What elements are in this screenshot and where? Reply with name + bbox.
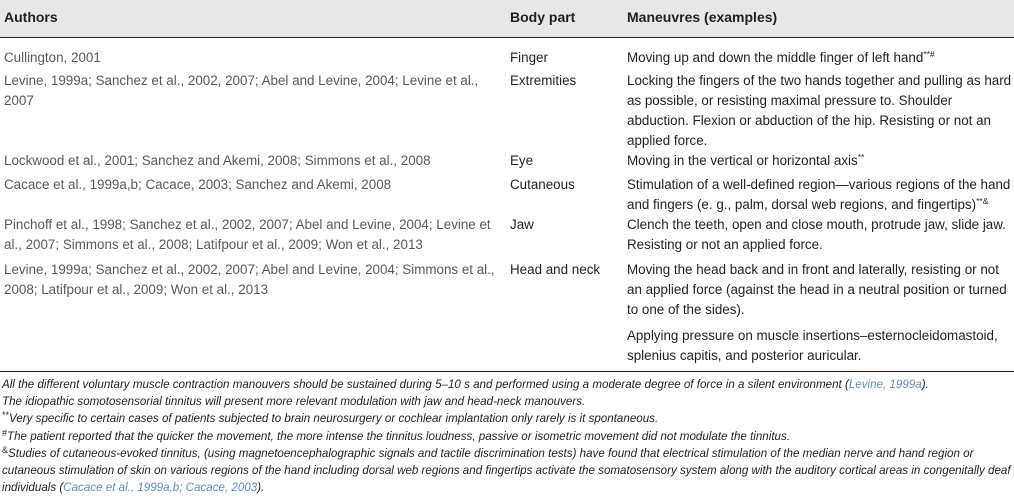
row-maneuvres — [627, 175, 1014, 215]
row-authors: Pinchoff et al., 1998; Sanchez et al., 2002, 2007; Abel and Levine, 2004; Levine et al., 2007; Simmons et al., 2008; Latifpour et al., 2009; Won et al., 2013 — [4, 217, 491, 252]
footnote-text: ). — [921, 378, 929, 391]
maneuvres-text: Stimulation of a well-defined region—various regions of the hand and fingers (e. g., palm, dorsal web regions, and fingertips) — [627, 177, 1011, 212]
footnote-marker: **& — [976, 196, 989, 206]
row-authors: Cullington, 2001 — [4, 50, 101, 65]
header-maneuvres: Maneuvres (examples) — [627, 9, 778, 25]
footnote-symbol: # — [2, 427, 8, 438]
footnote-ampersand — [2, 445, 1014, 497]
row-authors: Levine, 1999a; Sanchez et al., 2002, 2007; Abel and Levine, 2004; Levine et al., 2007 — [4, 73, 479, 108]
footnote-marker: **# — [923, 49, 935, 59]
footnote-text: ). — [257, 481, 265, 495]
row-body-part: Extremities — [510, 73, 577, 88]
footnote-marker: ** — [857, 152, 865, 162]
footnote-general-2: The idiopathic somotosensorial tinnitus will present more relevant modulation with jaw and head-neck manouvers. — [2, 395, 586, 409]
table-header — [0, 0, 1014, 37]
header-divider — [0, 37, 1014, 38]
row-maneuvres: Locking the fingers of the two hands together and pulling as hard as possible, or resisting maximal pressure to. Shoulder abduction. Flexion or abduction of the hip. Resisting or not an applied force. — [627, 73, 1012, 148]
footnote-symbol: ** — [2, 410, 10, 421]
maneuvres-text: Moving the head back and in front and laterally, resisting or not an applied force (against the head in a neutral position or turned to one of the sides). — [627, 262, 1007, 317]
maneuvres-text: Moving up and down the middle finger of left hand — [627, 50, 924, 65]
row-body-part: Finger — [510, 50, 548, 65]
maneuvres-text: Moving in the vertical or horizontal axis — [627, 153, 858, 168]
footer-divider — [0, 371, 1014, 372]
footnote-text: Studies of cutaneous-evoked tinnitus, (using magnetoencephalographic signals and tactile discrimination tests) have found that electrical stimulation of the median nerve and hand region or cutaneous stimulation of skin on various regions of the hand including dorsal web regions and fingertips activate the somatosensory system along with the auditory cortical areas in congenitally deaf individuals ( — [2, 446, 1011, 495]
row-body-part: Eye — [510, 153, 534, 168]
table-footnotes — [2, 376, 1014, 496]
row-maneuvres — [627, 260, 1014, 372]
row-maneuvres: Clench the teeth, open and close mouth, protrude jaw, slide jaw. Resisting or not an applied force. — [627, 217, 1006, 252]
row-maneuvres — [627, 151, 1014, 171]
row-authors: Levine, 1999a; Sanchez et al., 2002, 2007; Abel and Levine, 2004; Simmons et al., 2008; Latifpour et al., 2009; Won et al., 2013 — [4, 262, 495, 297]
footnote-text: All the different voluntary muscle contraction manouvers should be sustained during 5–10 s and performed using a moderate degree of force in a silent environment ( — [2, 378, 849, 391]
row-body-part: Jaw — [510, 217, 534, 232]
row-body-part: Cutaneous — [510, 177, 575, 192]
row-authors: Lockwood et al., 2001; Sanchez and Akemi, 2008; Simmons et al., 2008 — [4, 153, 431, 168]
citation-link[interactable]: Levine, 1999a — [848, 378, 922, 391]
row-maneuvres — [627, 48, 1014, 68]
citation-link[interactable]: Cacace et al., 1999a,b; Cacace, 2003 — [63, 481, 258, 495]
footnote-double-star — [2, 410, 1014, 427]
footnote-text: The patient reported that the quicker the movement, the more intense the tinnitus loudness, passive or isometric movement did not modulate the tinnitus. — [7, 429, 791, 443]
maneuvres-text-2: Applying pressure on muscle insertions–esternocleidomastoid, splenius capitis, and posterior auricular. — [627, 328, 998, 363]
row-body-part: Head and neck — [510, 262, 601, 277]
footnote-text: Very specific to certain cases of patients subjected to brain neurosurgery or cochlear implantation only rarely is it spontaneous. — [9, 412, 659, 426]
header-body-part: Body part — [510, 9, 576, 25]
header-authors: Authors — [4, 9, 58, 25]
footnote-hash — [2, 428, 1014, 445]
row-authors: Cacace et al., 1999a,b; Cacace, 2003; Sanchez and Akemi, 2008 — [4, 177, 392, 192]
footnote-general — [2, 376, 1014, 393]
footnote-symbol: & — [2, 444, 9, 455]
